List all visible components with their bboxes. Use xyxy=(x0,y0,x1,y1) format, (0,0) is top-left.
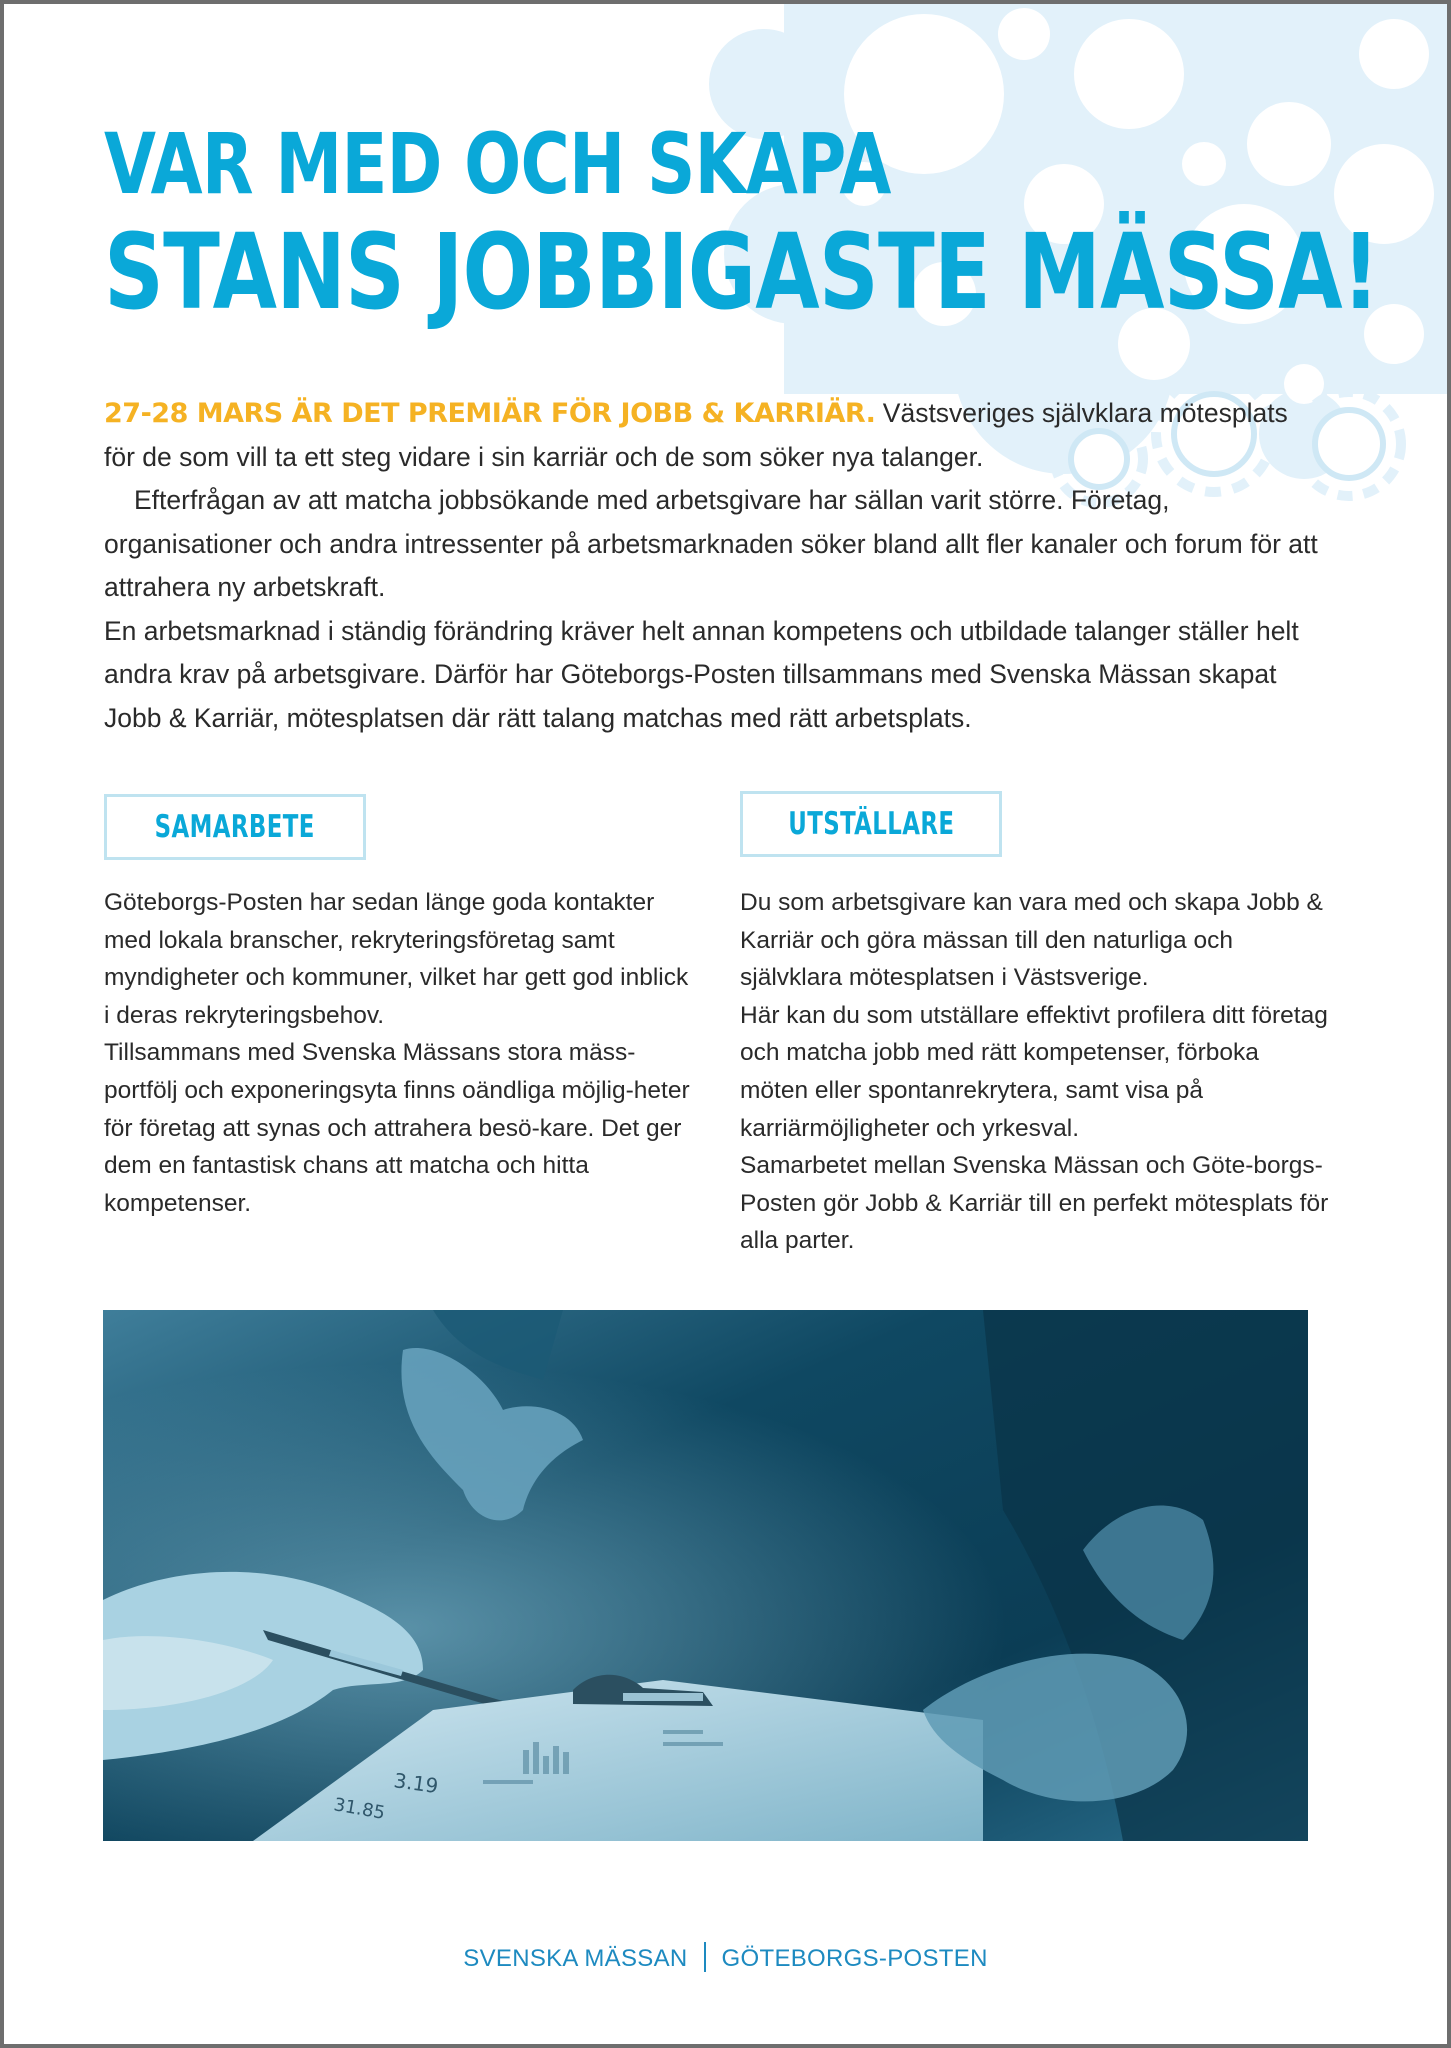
samarbete-label-box xyxy=(104,794,366,860)
intro-paragraph-1 xyxy=(104,392,1322,479)
headline-line-1: VAR MED OCH SKAPA xyxy=(104,115,891,213)
intro-paragraph-2: Efterfrågan av att matcha jobbsökande med arbetsgivare har sällan varit större. Företag, organisationer och andra intressenter på arbetsmarknaden söker bland allt fler kanaler och forum för att attrahera ny arbetskraft. xyxy=(104,485,1318,602)
intro-text xyxy=(104,392,1322,740)
utstallare-text xyxy=(740,884,1330,1260)
utstallare-column xyxy=(740,791,1330,1260)
intro-lead: 27-28 MARS ÄR DET PREMIÄR FÖR JOBB & KARRIÄR. xyxy=(104,398,876,429)
utstallare-paragraph-3: Samarbetet mellan Svenska Mässan och Göte-borgs-Posten gör Jobb & Karriär till en perfekt mötesplats för alla parter. xyxy=(740,1152,1329,1255)
intro-lead-rest: Västsveriges självklara mötesplats för de som vill ta ett steg vidare i sin karriär och de som söker nya talanger. xyxy=(104,398,1288,472)
samarbete-text xyxy=(104,884,694,1222)
utstallare-label-box xyxy=(740,791,1002,857)
footer-goteborgs-posten: GÖTEBORGS-POSTEN xyxy=(721,1945,988,1972)
footer-divider xyxy=(704,1942,706,1972)
utstallare-paragraph-1: Du som arbetsgivare kan vara med och skapa Jobb & Karriär och göra mässan till den naturliga och självklara mötesplatsen i Västsverige. xyxy=(740,889,1323,992)
clip-number-1: 3.19 xyxy=(392,1768,440,1799)
footer-svenska-massan: SVENSKA MÄSSAN xyxy=(463,1945,688,1972)
footer xyxy=(4,1942,1447,1973)
intro-paragraph-3: En arbetsmarknad i ständig förändring kräver helt annan kompetens och utbildade talanger ställer helt andra krav på arbetsgivare. Därför har Göteborgs-Posten tillsammans med Svenska Mässan skapat Jobb & Karriär, mötesplatsen där rätt talang matchas med rätt arbetsplats. xyxy=(104,615,1299,733)
meeting-hands-photo xyxy=(103,1310,1308,1841)
headline-line-2: STANS JOBBIGASTE MÄSSA! xyxy=(104,211,1379,333)
utstallare-paragraph-2: Här kan du som utställare effektivt profilera ditt företag och matcha jobb med rätt kompetenser, förboka möten eller spontanrekrytera, samt visa på karriärmöjligheter och yrkesval. xyxy=(740,1001,1328,1142)
samarbete-paragraph-1: Göteborgs-Posten har sedan länge goda kontakter med lokala branscher, rekryteringsföretag samt myndigheter och kommuner, vilket har gett god inblick i deras rekryteringsbehov. xyxy=(104,889,689,1029)
samarbete-column xyxy=(104,794,694,1222)
clip-number-2: 31.85 xyxy=(332,1794,387,1824)
page xyxy=(4,4,1447,2044)
utstallare-label: UTSTÄLLARE xyxy=(787,806,955,842)
headline xyxy=(104,115,1447,333)
samarbete-paragraph-2: Tillsammans med Svenska Mässans stora mäss-portfölj och exponeringsyta finns oändliga möjlig-heter för företag att synas och attrahera besö-kare. Det ger dem en fantastisk chans att matcha och hitta kompetenser. xyxy=(104,1039,690,1217)
samarbete-label: SAMARBETE xyxy=(154,809,316,845)
